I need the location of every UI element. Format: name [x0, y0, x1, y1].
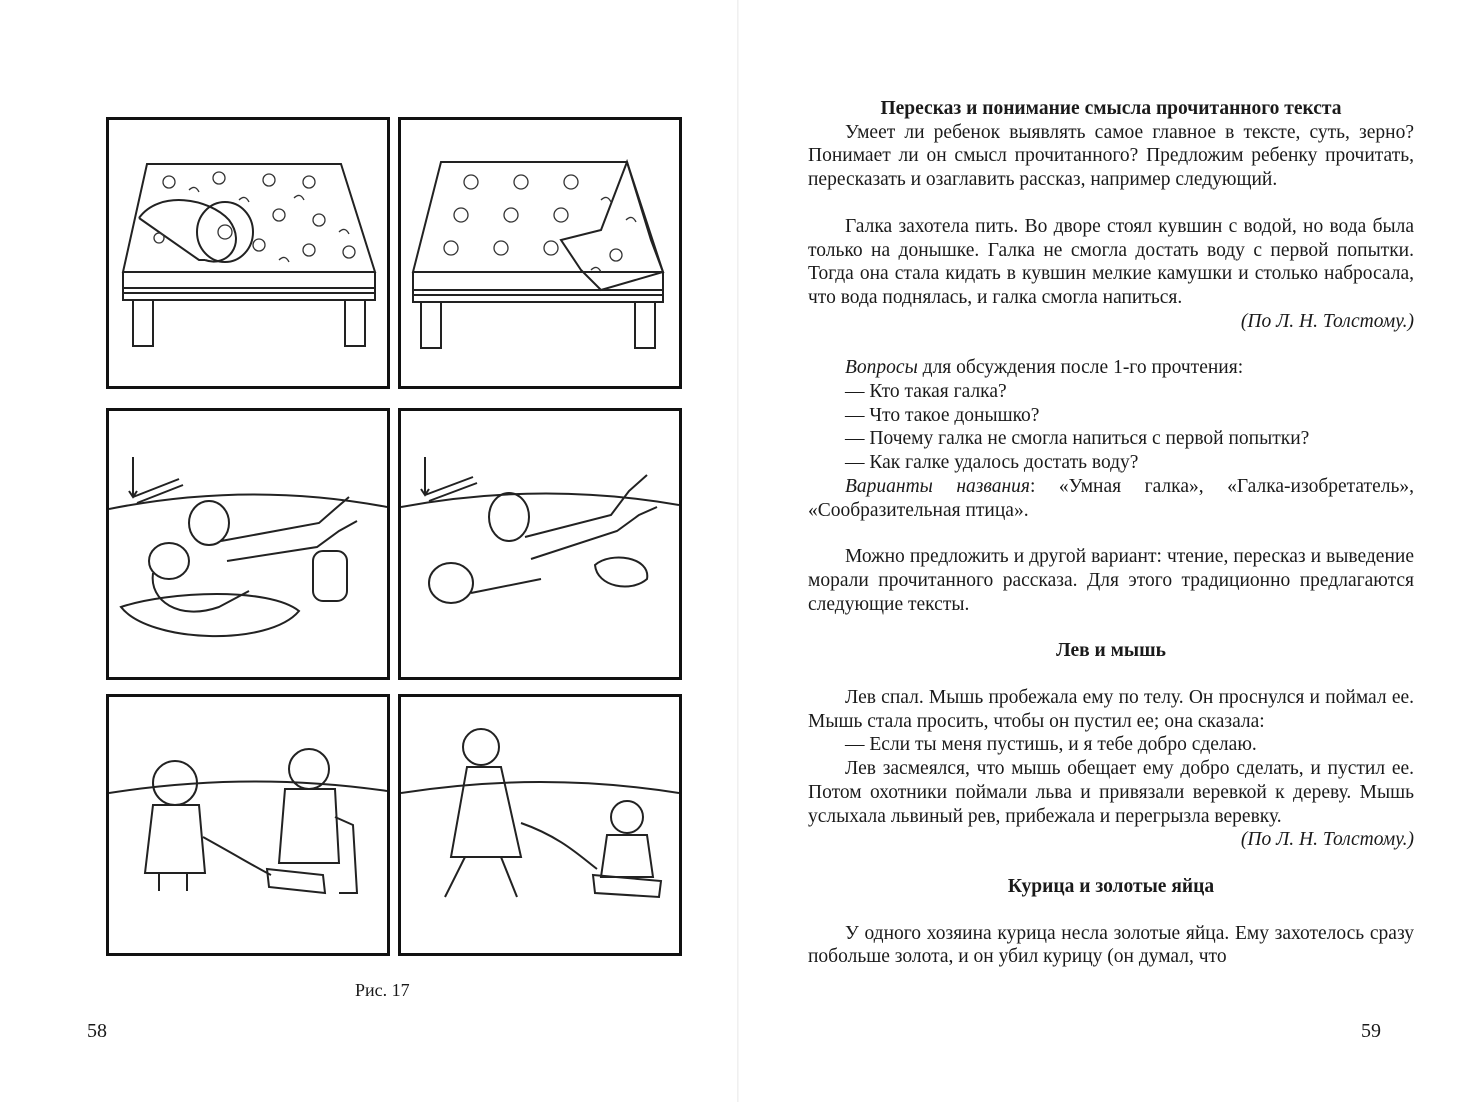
children-on-ice-1-illustration: [109, 411, 387, 677]
story-lion-attribution: (По Л. Н. Толстому.): [1240, 829, 1414, 851]
panel-table-rolled-cloth: [106, 117, 390, 389]
question-item: — Как галке удалось достать воду?: [845, 452, 1139, 474]
question-item: — Что такое донышко?: [845, 404, 1040, 426]
story-lion-dialogue: — Если ты меня пустишь, и я тебе добро сделаю.: [845, 734, 1257, 756]
story-lion-para2: Лев засмеялся, что мышь обещает ему добро сделать, и пустил ее. Потом охотники поймали льва и привязали веревкой к дереву. Мышь услыхала львиный рев, прибежала и перегрызла веревку.: [808, 758, 1414, 827]
questions-lead: Вопросы для обсуждения после 1-го прочтения:: [845, 357, 1244, 379]
title-variants: Варианты названия: «Умная галка», «Галка-изобретатель», «Сообразительная птица».: [808, 475, 1414, 521]
panel-children-on-ice-2: [398, 408, 682, 680]
title-variants-label: Варианты названия: [845, 475, 1030, 497]
story-lion-para1: Лев спал. Мышь пробежала ему по телу. Он проснулся и поймал ее. Мышь стала просить, чтобы он пустил ее; она сказала:: [808, 687, 1414, 732]
table-spread-cloth-illustration: [401, 120, 679, 386]
story-jackdaw-text: Галка захотела пить. Во дворе стоял кувшин с водой, но вода была только на донышке. Галка не смогла достать воду с первой попытки. Тогда она стала кидать в кувшин мелкие камушки и столько набросала, что вода поднялась, и галка смогла напиться.: [808, 215, 1414, 308]
page-number-left: 58: [87, 1020, 107, 1042]
other-option-paragraph: Можно предложить и другой вариант: чтение, пересказ и выведение морали прочитанного рассказа. Для этого традиционно предлагаются следующие тексты.: [808, 546, 1414, 615]
figure-caption: Рис. 17: [355, 980, 410, 1000]
panel-table-spread-cloth: [398, 117, 682, 389]
story-hen-para1: У одного хозяина курица несла золотые яйца. Ему захотелось сразу побольше золота, и он убил курицу (он думал, что: [808, 922, 1414, 968]
story-lion-title: Лев и мышь: [1056, 640, 1166, 662]
page-number-right: 59: [1361, 1020, 1381, 1042]
intro-paragraph: Умеет ли ребенок выявлять самое главное в тексте, суть, зерно? Понимает ли он смысл прочитанного? Предложим ребенку прочитать, пересказать и озаглавить рассказ, например следующий.: [808, 121, 1414, 191]
question-item: — Кто такая галка?: [845, 381, 1007, 403]
panel-children-on-ice-1: [106, 408, 390, 680]
woman-pulling-sled-illustration: [401, 697, 679, 953]
story-jackdaw-attribution: (По Л. Н. Толстому.): [1240, 310, 1414, 332]
questions-label: Вопросы: [845, 357, 918, 379]
story-hen-title: Курица и золотые яйца: [1007, 875, 1215, 897]
panel-child-pulling-sled: [106, 694, 390, 956]
text-column: [808, 97, 1414, 969]
table-rolled-cloth-illustration: [109, 120, 387, 386]
section-heading: Пересказ и понимание смысла прочитанного текста: [880, 98, 1342, 119]
panel-woman-pulling-sled: [398, 694, 682, 956]
child-pulling-sled-illustration: [109, 697, 387, 953]
children-on-ice-2-illustration: [401, 411, 679, 677]
question-item: — Почему галка не смогла напиться с первой попытки?: [845, 428, 1310, 450]
